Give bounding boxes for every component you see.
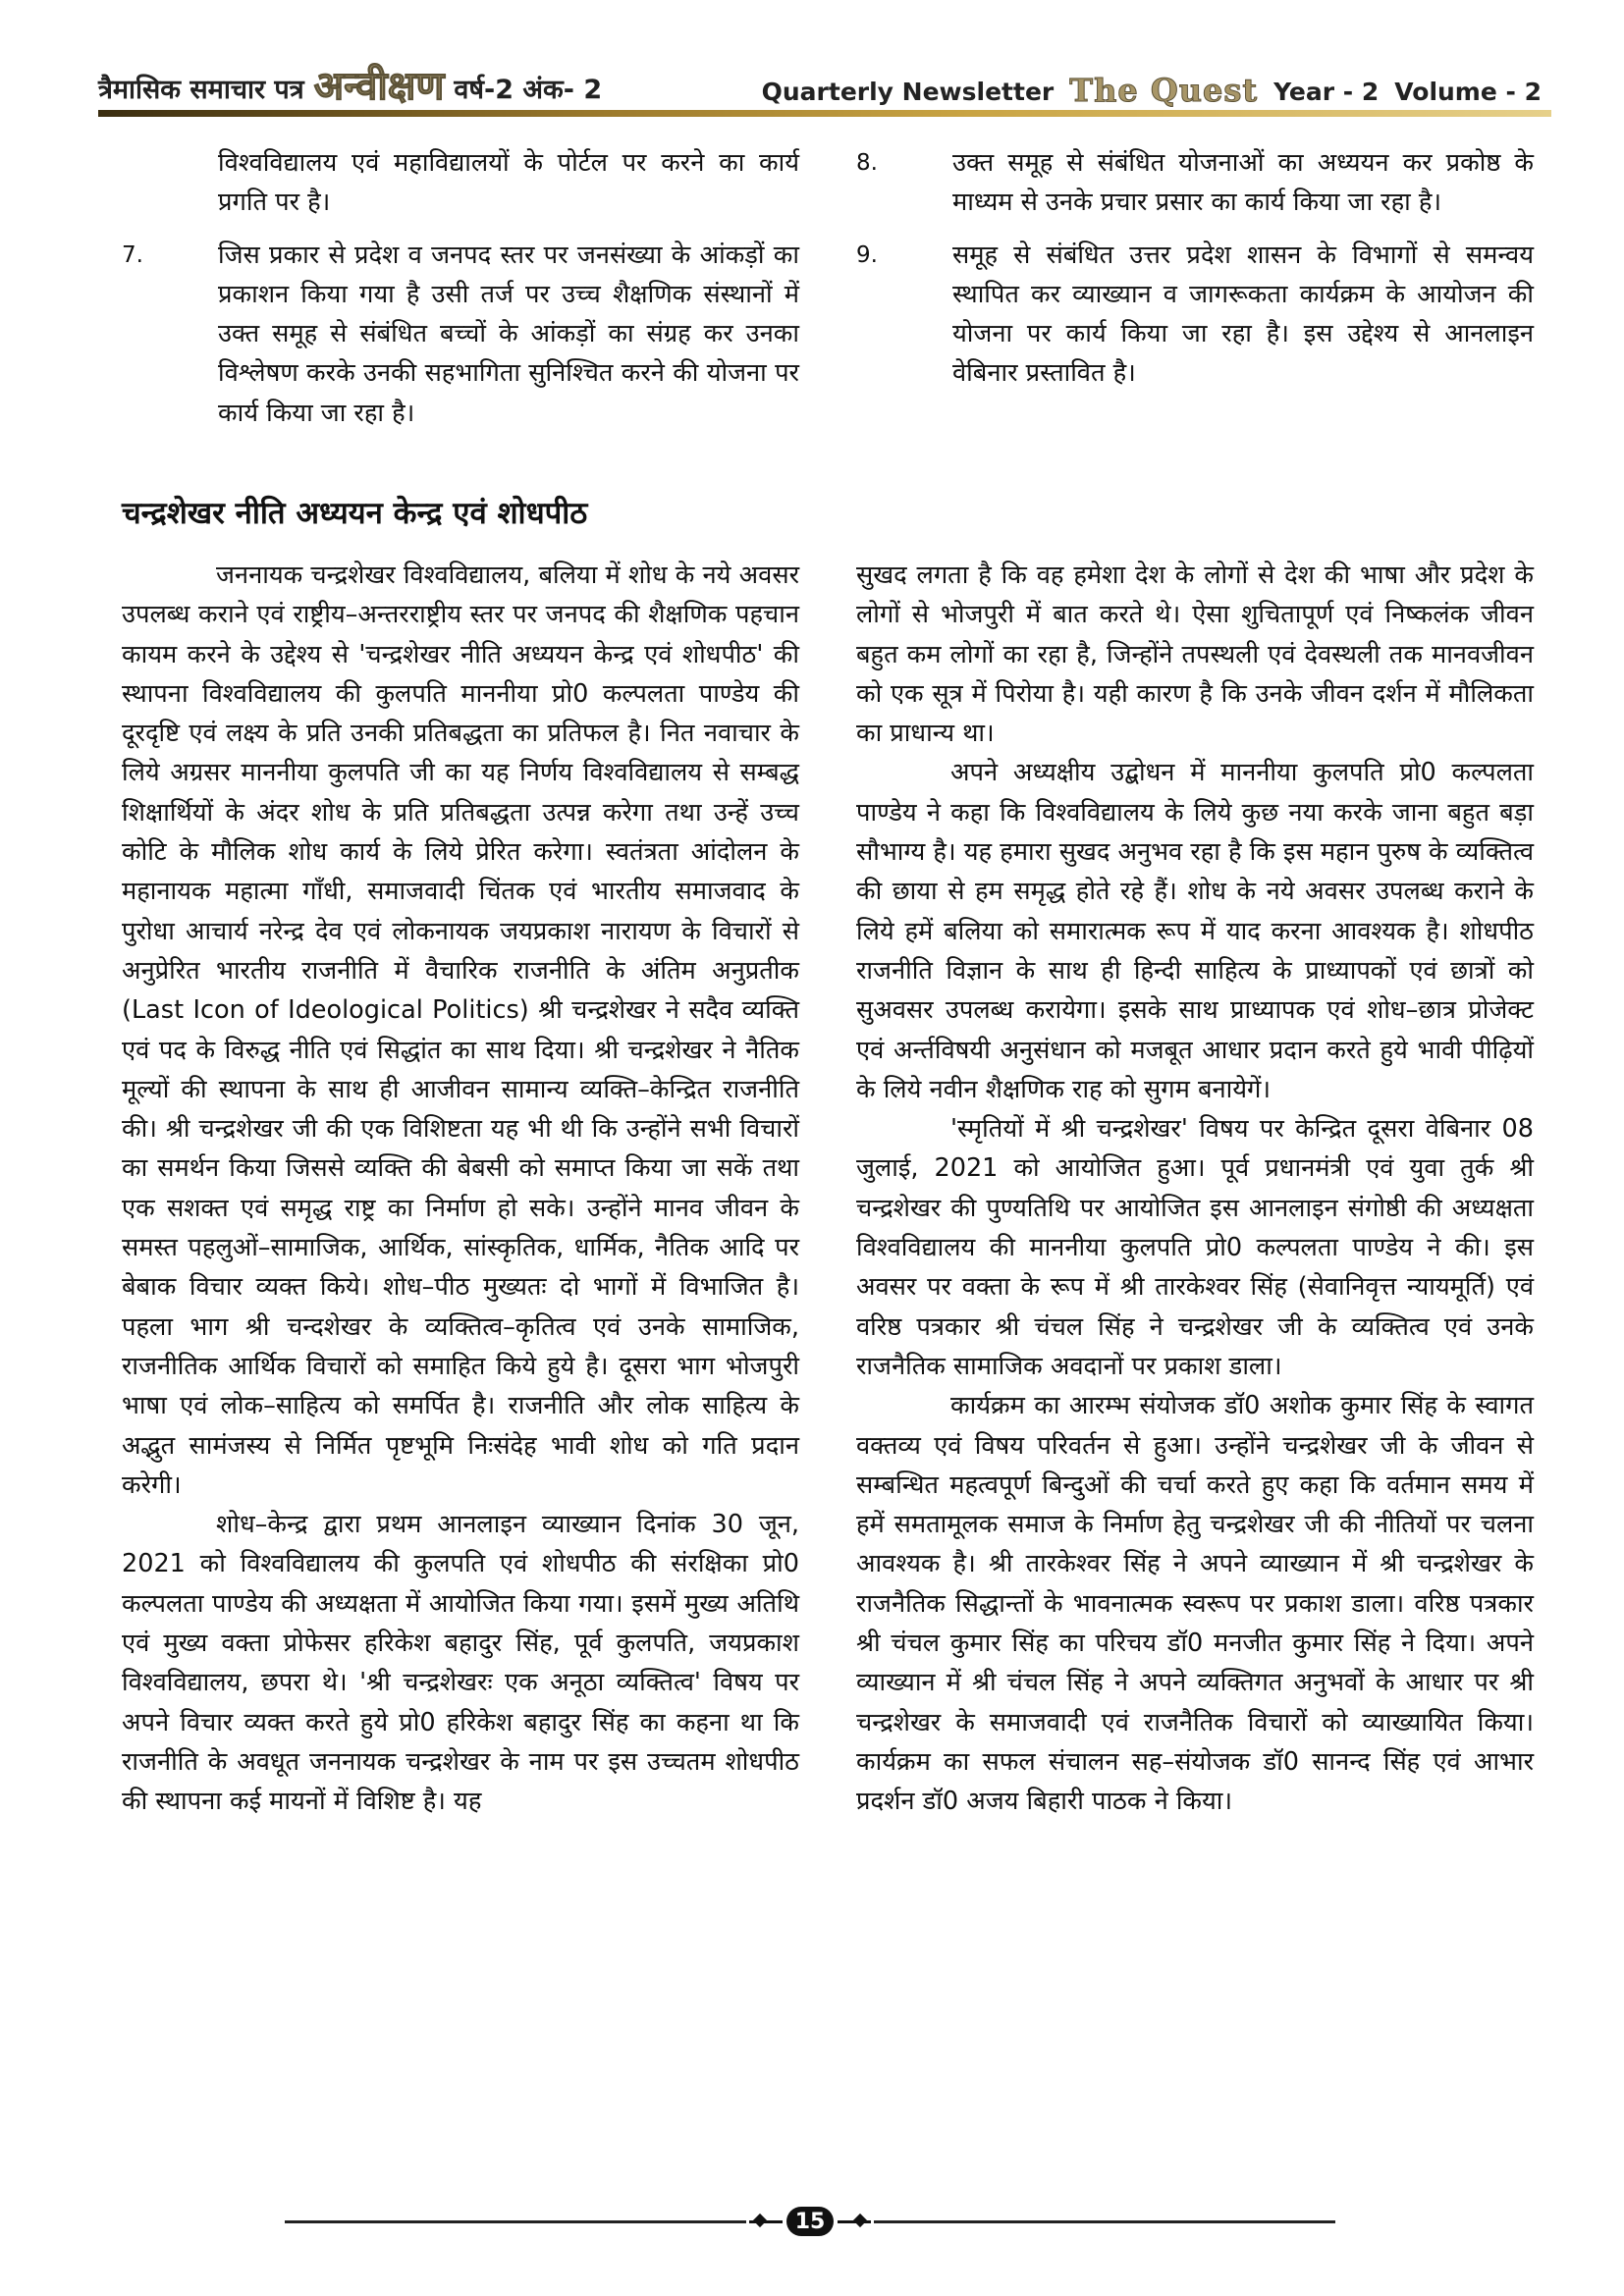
footer-ornament [746,2204,874,2239]
paragraph: जननायक चन्द्रशेखर विश्वविद्यालय, बलिया में शोध के नये अवसर उपलब्ध कराने एवं राष्ट्रीय–अन्तरराष्ट्रीय स्तर पर जनपद की शैक्षणिक पहचान कायम करने के उद्देश्य से 'चन्द्रशेखर नीति अध्ययन केन्द्र एवं शोधपीठ' की स्थापना विश्वविद्यालय की कुलपति माननीया प्रो0 कल्पलता पाण्डेय की दूरदृष्टि एवं लक्ष्य के प्रति उनकी प्रतिबद्धता का प्रतिफल है। नित नवाचार के लिये अग्रसर माननीया कुलपति जी का यह निर्णय विश्वविद्यालय से सम्बद्ध शिक्षार्थियों के अंदर शोध के प्रति प्रतिबद्धता उत्पन्न करेगा तथा उन्हें उच्च कोटि के मौलिक शोध कार्य के लिये प्रेरित करेगा। स्वतंत्रता आंदोलन के महानायक महात्मा गाँधी, समाजवादी चिंतक एवं भारतीय समाजवाद के पुरोधा आचार्य नरेन्द्र देव एवं लोकनायक जयप्रकाश नारायण के विचारों से अनुप्रेरित भारतीय राजनीति में वैचारिक राजनीति के अंतिम अनुप्रतीक (Last Icon of Ideological Politics) श्री चन्द्रशेखर ने सदैव व्यक्ति एवं पद के विरुद्ध नीति एवं सिद्धांत का साथ दिया। श्री चन्द्रशेखर ने नैतिक मूल्यों की स्थापना के साथ ही आजीवन सामान्य व्यक्ति–केन्द्रित राजनीति की। श्री चन्द्रशेखर जी की एक विशिष्टता यह भी थी कि उन्होंने सभी विचारों का समर्थन किया जिससे व्यक्ति की बेबसी को समाप्त किया जा सकें तथा एक सशक्त एवं समृद्ध राष्ट्र का निर्माण हो सके। उन्होंने मानव जीवन के समस्त पहलुओं–सामाजिक, आर्थिक, सांस्कृतिक, धार्मिक, नैतिक आदि पर बेबाक विचार व्यक्त किये। शोध–पीठ मुख्यतः दो भागों में विभाजित है। पहला भाग श्री चन्दशेखर के व्यक्तित्व–कृतित्व एवं उनके सामाजिक, राजनीतिक आर्थिक विचारों को समाहित किये हुये है। दूसरा भाग भोजपुरी भाषा एवं लोक–साहित्य को समर्पित है। राजनीति और लोक साहित्य के अद्भुत सामंजस्य से निर्मित पृष्टभूमि निःसंदेह भावी शोध को गति प्रदान करेगी। [122,561,799,1500]
page-footer [285,2204,1335,2239]
ornament-left-icon [749,2220,783,2223]
list-item-text: समूह से संबंधित उत्तर प्रदेश शासन के विभागों से समन्वय स्थापित कर व्याख्यान व जागरूकता कार्यक्रम के आयोजन की योजना पर कार्य किया जा रहा है। इस उद्देश्य से आनलाइन वेबिनार प्रस्तावित है। [952,240,1534,389]
header-hindi-issue: वर्ष-2 अंक- 2 [454,75,603,105]
list-item [122,143,799,223]
article-left-column [122,556,799,1822]
page-header [98,45,1542,109]
header-english-brand: The Quest [1069,72,1259,109]
header-hindi-label: त्रैमासिक समाचार पत्र [98,75,304,105]
header-right [761,72,1542,109]
paragraph: कार्यक्रम का आरम्भ संयोजक डॉ0 अशोक कुमार सिंह के स्वागत वक्तव्य एवं विषय परिवर्तन से हुआ। उन्होंने चन्द्रशेखर जी के जीवन से सम्बन्धित महत्वपूर्ण बिन्दुओं की चर्चा करते हुए कहा कि वर्तमान समय में हमें समतामूलक समाज के निर्माण हेतु चन्द्रशेखर जी की नीतियों पर चलना आवश्यक है। श्री तारकेश्वर सिंह ने अपने व्याख्यान में श्री चन्द्रशेखर के राजनैतिक सिद्धान्तों के भावनात्मक स्वरूप पर प्रकाश डाला। वरिष्ठ पत्रकार श्री चंचल कुमार सिंह का परिचय डॉ0 मनजीत कुमार सिंह ने दिया। अपने व्याख्यान में श्री चंचल सिंह ने अपने व्यक्तिगत अनुभवों के आधार पर श्री चन्द्रशेखर के समाजवादी एवं राजनैतिक विचारों को व्याख्यायित किया। कार्यक्रम का सफल संचालन सह–संयोजक डॉ0 सानन्द सिंह एवं आभार प्रदर्शन डॉ0 अजय बिहारी पाठक ने किया। [856,1391,1534,1817]
footer-rule-right [874,2220,1335,2223]
header-rule [98,110,1551,117]
paragraph: अपने अध्यक्षीय उद्बोधन में माननीया कुलपति प्रो0 कल्पलता पाण्डेय ने कहा कि विश्वविद्यालय के लिये कुछ नया करके जाना बहुत बड़ा सौभाग्य है। यह हमारा सुखद अनुभव रहा है कि इस महान पुरुष के व्यक्तित्व की छाया से हम समृद्ध होते रहे हैं। शोध के नये अवसर उपलब्ध कराने के लिये हमें बलिया को समारात्मक रूप में याद करना आवश्यक है। शोधपीठ राजनीति विज्ञान के साथ ही हिन्दी साहित्य के प्राध्यापकों एवं छात्रों को सुअवसर उपलब्ध करायेगा। इसके साथ प्राध्यापक एवं शोध–छात्र प्रोजेक्ट एवं अर्न्तविषयी अनुसंधान को मजबूत आधार प्रदान करते हुये भावी पीढ़ियों के लिये नवीन शैक्षणिक राह को सुगम बनायेगें। [856,758,1534,1104]
list-item [122,236,799,433]
top-right-list [856,143,1534,394]
top-left-list [122,143,799,433]
list-item-number: 9. [856,241,878,268]
article-right-column [856,556,1534,1822]
section-title: चन्द्रशेखर नीति अध्ययन केन्द्र एवं शोधपीठ [122,496,588,531]
page-number: 15 [786,2207,834,2236]
header-year: Year - 2 [1273,78,1380,106]
list-item-text: उक्त समूह से संबंधित योजनाओं का अध्ययन कर प्रकोष्ठ के माध्यम से उनके प्रचार प्रसार का कार्य किया जा रहा है। [952,148,1534,218]
ornament-right-icon [838,2220,871,2223]
header-volume: Volume - 2 [1394,78,1542,106]
list-item-number: 8. [856,150,878,176]
list-item-continuation: विश्वविद्यालय एवं महाविद्यालयों के पोर्टल पर करने का कार्य प्रगति पर है। [218,148,799,218]
header-hindi-brand: अन्वीक्षण [313,63,445,109]
list-item [856,236,1534,394]
list-item-text: जिस प्रकार से प्रदेश व जनपद स्तर पर जनसंख्या के आंकड़ों का प्रकाशन किया गया है उसी तर्ज पर उच्च शैक्षणिक संस्थानों में उक्त समूह से संबंधित बच्चों के आंकड़ों का संग्रह कर उनका विश्लेषण करके उनकी सहभागिता सुनिश्चित करने की योजना पर कार्य किया जा रहा है। [218,240,799,428]
list-item-number: 7. [122,241,143,268]
paragraph: 'स्मृतियों में श्री चन्द्रशेखर' विषय पर केन्द्रित दूसरा वेबिनार 08 जुलाई, 2021 को आयोजित हुआ। पूर्व प्रधानमंत्री एवं युवा तुर्क श्री चन्द्रशेखर की पुण्यतिथि पर आयोजित इस आनलाइन संगोष्ठी की अध्यक्षता विश्वविद्यालय की माननीया कुलपति प्रो0 कल्पलता पाण्डेय ने की। इस अवसर पर वक्ता के रूप में श्री तारकेश्वर सिंह (सेवानिवृत्त न्यायमूर्ति) एवं वरिष्ठ पत्रकार श्री चंचल सिंह ने चन्द्रशेखर जी के व्यक्तित्व एवं उनके राजनैतिक सामाजिक अवदानों पर प्रकाश डाला। [856,1114,1534,1381]
list-item [856,143,1534,223]
paragraph: शोध–केन्द्र द्वारा प्रथम आनलाइन व्याख्यान दिनांक 30 जून, 2021 को विश्वविद्यालय की कुलपति एवं शोधपीठ की संरक्षिका प्रो0 कल्पलता पाण्डेय की अध्यक्षता में आयोजित किया गया। इसमें मुख्य अतिथि एवं मुख्य वक्ता प्रोफेसर हरिकेश बहादुर सिंह, पूर्व कुलपति, जयप्रकाश विश्वविद्यालय, छपरा थे। 'श्री चन्द्रशेखरः एक अनूठा व्यक्तित्व' विषय पर अपने विचार व्यक्त करते हुये प्रो0 हरिकेश बहादुर सिंह का कहना था कि राजनीति के अवधूत जननायक चन्द्रशेखर के नाम पर इस उच्चतम शोधपीठ की स्थापना कई मायनों में विशिष्ट है। यह [122,1510,799,1817]
footer-rule-left [285,2220,746,2223]
header-left [98,63,603,109]
paragraph: सुखद लगता है कि वह हमेशा देश के लोगों से देश की भाषा और प्रदेश के लोगों से भोजपुरी में बात करते थे। ऐसा शुचितापूर्ण एवं निष्कलंक जीवन बहुत कम लोगों का रहा है, जिन्होंने तपस्थली एवं देवस्थली तक मानवजीवन को एक सूत्र में पिरोया है। यही कारण है कि उनके जीवन दर्शन में मौलिकता का प्राधान्य था। [856,561,1534,749]
header-english-label: Quarterly Newsletter [761,78,1055,106]
